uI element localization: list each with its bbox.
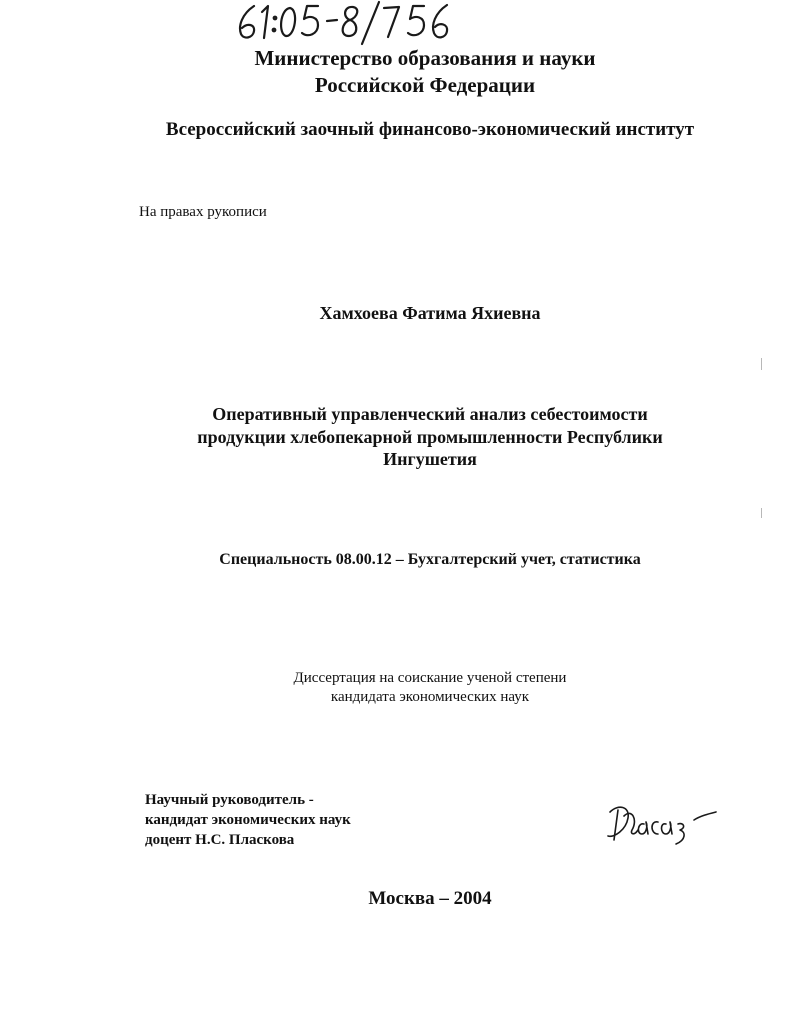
title-line-3: Ингушетия xyxy=(383,449,477,469)
rights-note: На правах рукописи xyxy=(139,204,267,220)
degree-line-1: Диссертация на соискание ученой степени xyxy=(293,670,567,686)
signature-icon xyxy=(604,796,724,856)
scan-mark xyxy=(761,508,762,518)
supervisor-block xyxy=(145,790,351,850)
supervisor-line-1: Научный руководитель - xyxy=(145,792,314,808)
ministry-line-2: Российской Федерации xyxy=(314,73,536,97)
author-name: Хамхоева Фатима Яхиевна xyxy=(319,303,541,323)
degree-statement xyxy=(200,669,660,707)
city-year: Москва – 2004 xyxy=(368,888,492,909)
supervisor-line-3: доцент Н.С. Пласкова xyxy=(145,832,295,848)
scan-mark xyxy=(761,358,762,370)
dissertation-title xyxy=(120,403,740,471)
title-line-1: Оперативный управленческий анализ себестоимости xyxy=(212,404,648,424)
title-line-2: продукции хлебопекарной промышленности Республики xyxy=(197,426,663,447)
catalog-number-handwritten xyxy=(232,0,482,46)
ministry-heading xyxy=(160,45,690,99)
ministry-line-1: Министерство образования и науки xyxy=(254,46,596,70)
specialty-line: Специальность 08.00.12 – Бухгалтерский учет, статистика xyxy=(219,551,641,568)
institute-name: Всероссийский заочный финансово-экономический институт xyxy=(165,119,695,140)
supervisor-line-2: кандидат экономических наук xyxy=(145,812,351,828)
degree-line-2: кандидата экономических наук xyxy=(330,689,530,705)
